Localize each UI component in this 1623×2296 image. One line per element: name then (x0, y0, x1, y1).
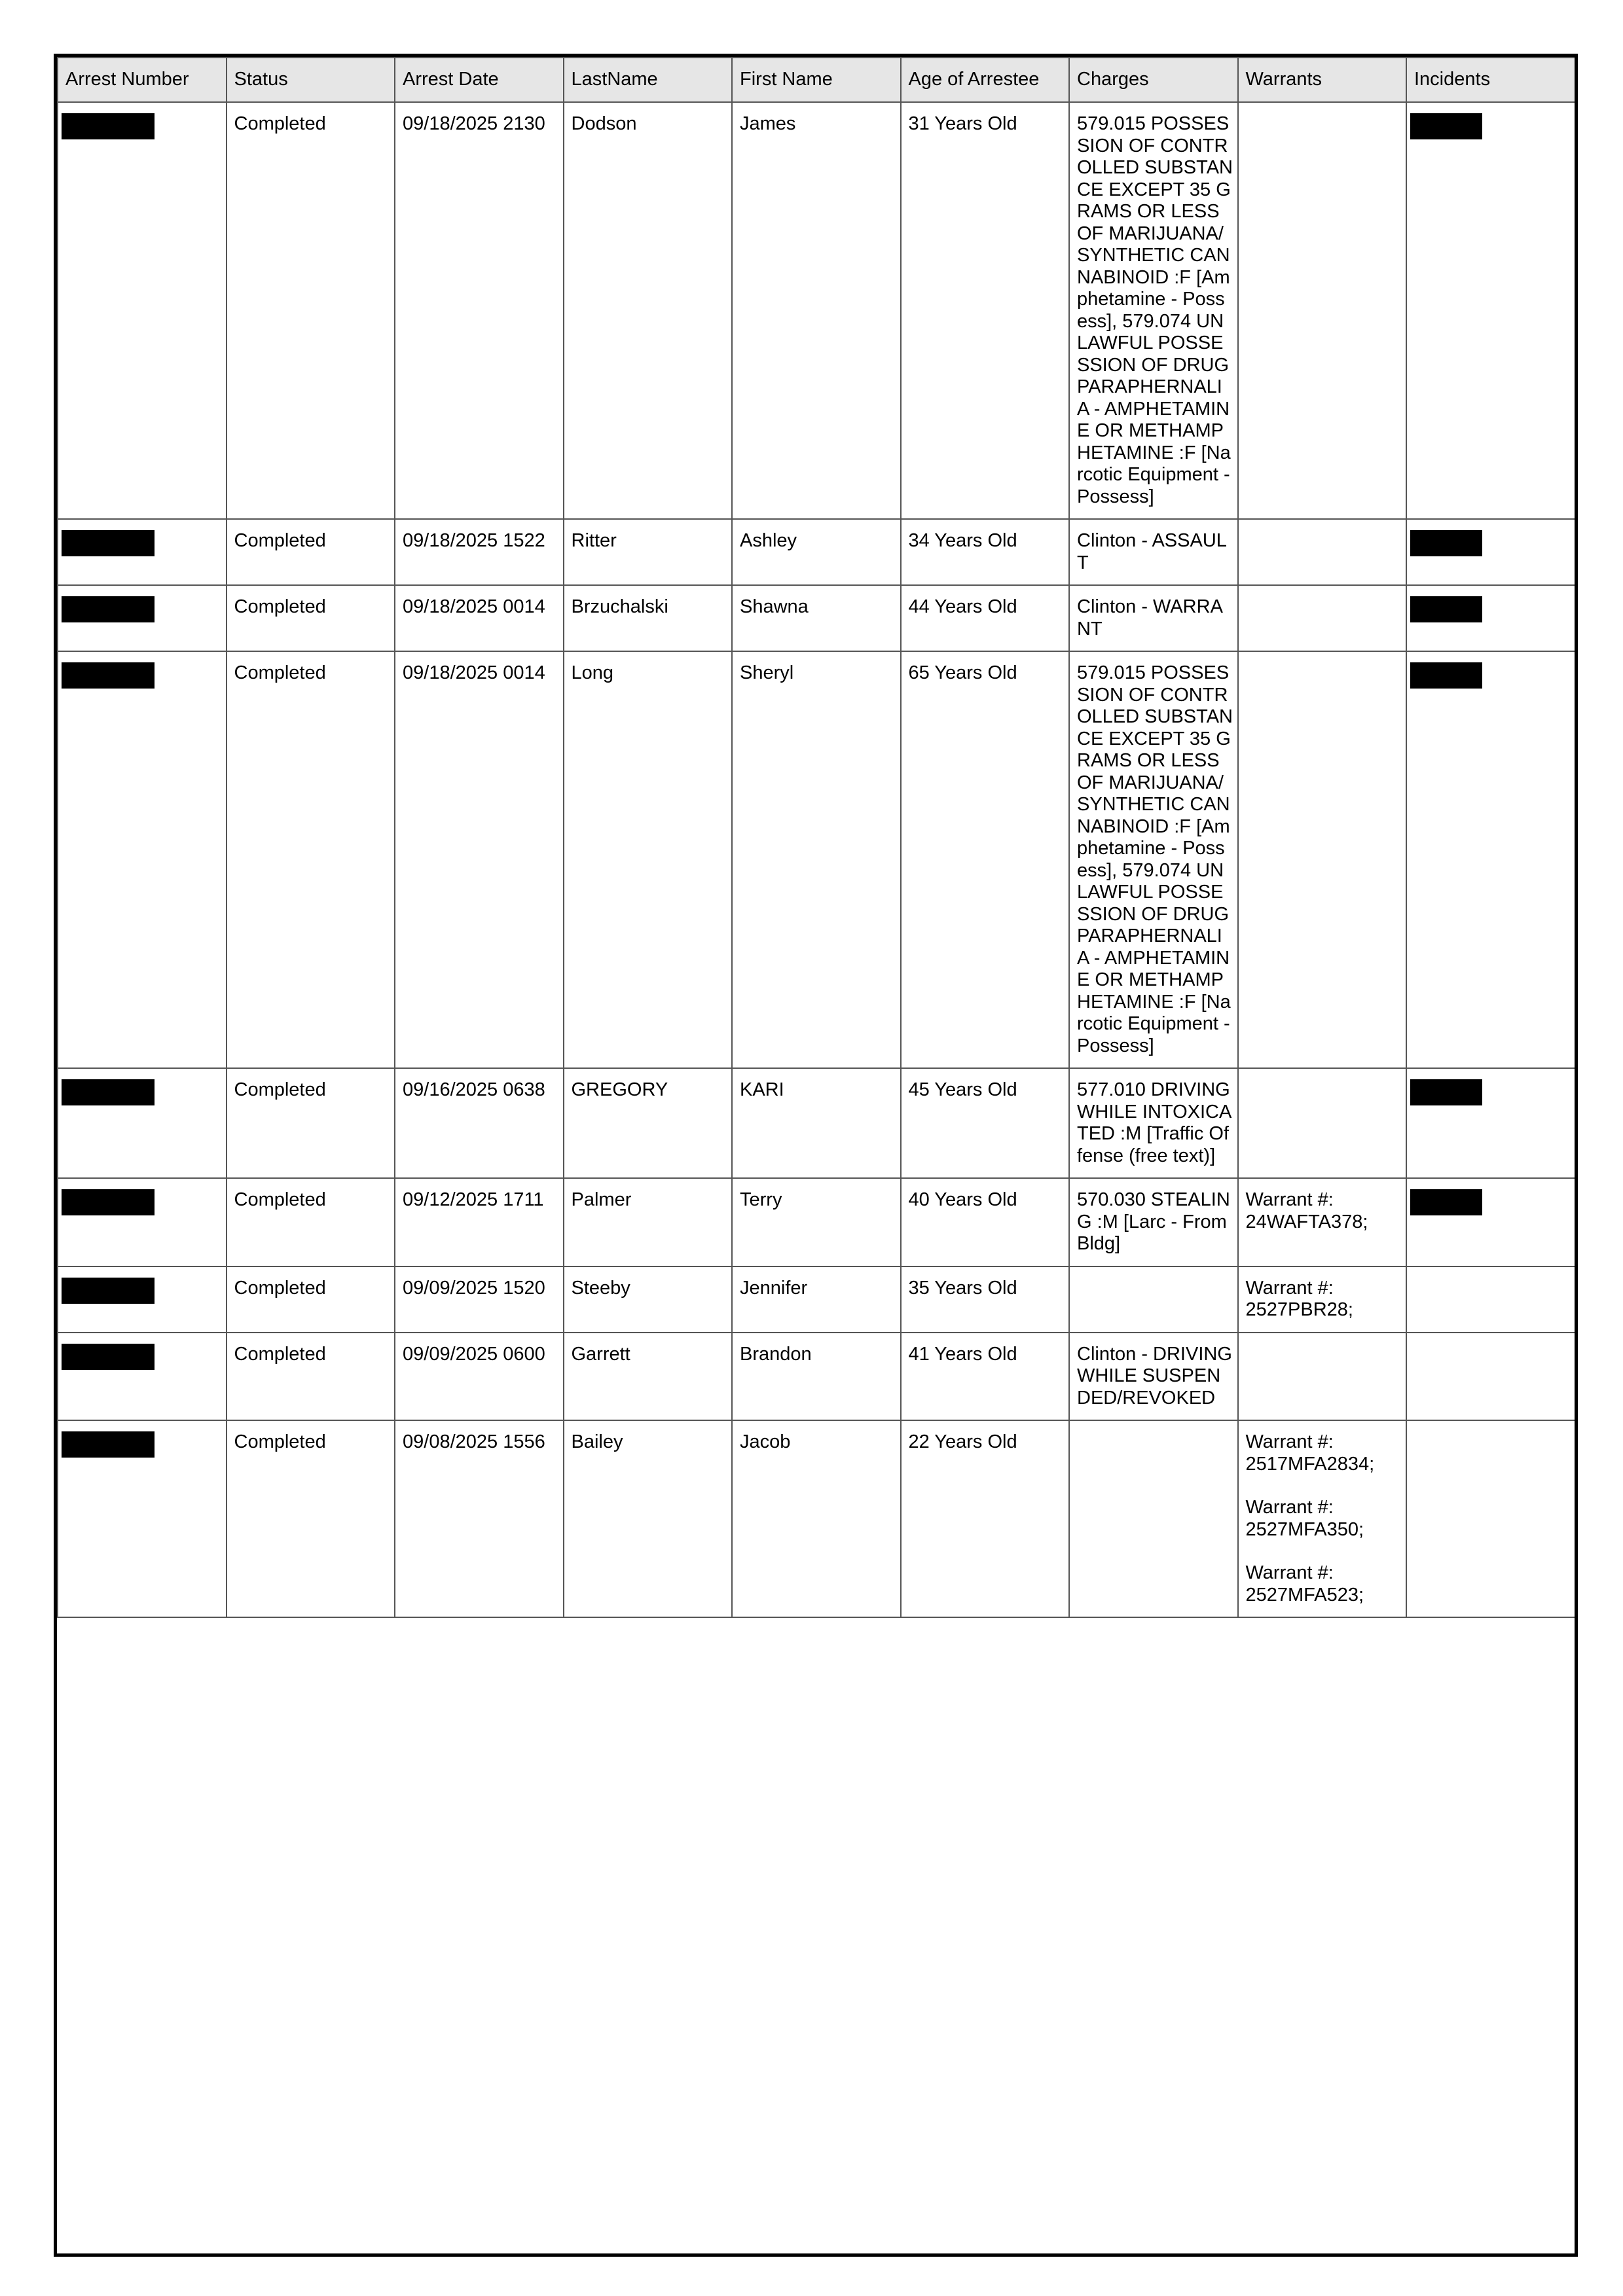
last-name-cell: Bailey (564, 1420, 733, 1617)
warrants-cell (1238, 519, 1407, 585)
status-cell: Completed (227, 585, 395, 651)
last-name-cell: Dodson (564, 102, 733, 519)
first-name-cell: Brandon (732, 1333, 901, 1421)
warrants-cell (1238, 651, 1407, 1068)
warrant-entry: Warrant #: 2527MFA350; (1245, 1497, 1364, 1540)
charges-cell: Clinton - DRIVING WHILE SUSPENDED/REVOKED (1069, 1333, 1238, 1421)
last-name-cell: Palmer (564, 1178, 733, 1266)
column-header-arrest-date: Arrest Date (395, 58, 564, 102)
arrest-number-cell (58, 1333, 227, 1421)
status-cell: Completed (227, 519, 395, 585)
warrants-cell (1238, 1178, 1407, 1266)
table-body (58, 102, 1575, 1617)
age-cell: 40 Years Old (901, 1178, 1070, 1266)
age-cell: 65 Years Old (901, 651, 1070, 1068)
arrest-report-sheet (54, 54, 1578, 2257)
last-name-cell: Brzuchalski (564, 585, 733, 651)
incident-cell (1406, 651, 1575, 1068)
arrest-date-cell: 09/18/2025 0014 (395, 585, 564, 651)
redaction-bar (1410, 596, 1482, 622)
incident-cell (1406, 1333, 1575, 1421)
warrants-cell (1238, 1333, 1407, 1421)
age-cell: 31 Years Old (901, 102, 1070, 519)
first-name-cell: Jennifer (732, 1266, 901, 1333)
warrants-cell (1238, 585, 1407, 651)
arrest-date-cell: 09/09/2025 0600 (395, 1333, 564, 1421)
arrest-number-cell (58, 1178, 227, 1266)
redaction-bar (62, 596, 155, 622)
table-row (58, 102, 1575, 519)
charges-cell: 579.015 POSSESSION OF CONTROLLED SUBSTANCE EXCEPT 35 GRAMS OR LESS OF MARIJUANA/SYNTHETIC CANNABINOID :F [Amphetamine - Possess], 579.074 UNLAWFUL POSSESSION OF DRUG PARAPHERNALIA - AMPHETAMINE OR METHAMPHETAMINE :F [Narcotic Equipment - Possess] (1069, 102, 1238, 519)
first-name-cell: James (732, 102, 901, 519)
incident-cell (1406, 102, 1575, 519)
last-name-cell: GREGORY (564, 1068, 733, 1178)
charges-cell: 579.015 POSSESSION OF CONTROLLED SUBSTANCE EXCEPT 35 GRAMS OR LESS OF MARIJUANA/SYNTHETIC CANNABINOID :F [Amphetamine - Possess], 579.074 UNLAWFUL POSSESSION OF DRUG PARAPHERNALIA - AMPHETAMINE OR METHAMPHETAMINE :F [Narcotic Equipment - Possess] (1069, 651, 1238, 1068)
arrest-date-cell: 09/16/2025 0638 (395, 1068, 564, 1178)
charges-cell: Clinton - WARRANT (1069, 585, 1238, 651)
charges-cell (1069, 1420, 1238, 1617)
first-name-cell: KARI (732, 1068, 901, 1178)
table-row (58, 1333, 1575, 1421)
redaction-bar (1410, 662, 1482, 689)
charges-cell: 570.030 STEALING :M [Larc - From Bldg] (1069, 1178, 1238, 1266)
warrant-entry: Warrant #: 24WAFTA378; (1245, 1189, 1368, 1232)
table-row (58, 1420, 1575, 1617)
first-name-cell: Ashley (732, 519, 901, 585)
table-row (58, 1068, 1575, 1178)
table-row (58, 585, 1575, 651)
redaction-bar (62, 530, 155, 556)
column-header-first-name: First Name (732, 58, 901, 102)
status-cell: Completed (227, 1420, 395, 1617)
redaction-bar (62, 1344, 155, 1370)
redaction-bar (62, 1079, 155, 1105)
status-cell: Completed (227, 1333, 395, 1421)
status-cell: Completed (227, 651, 395, 1068)
incident-cell (1406, 519, 1575, 585)
arrest-number-cell (58, 1266, 227, 1333)
redaction-bar (62, 1189, 155, 1215)
status-cell: Completed (227, 102, 395, 519)
charges-cell (1069, 1266, 1238, 1333)
table-row (58, 519, 1575, 585)
arrest-date-cell: 09/09/2025 1520 (395, 1266, 564, 1333)
column-header-status: Status (227, 58, 395, 102)
last-name-cell: Long (564, 651, 733, 1068)
redaction-bar (62, 662, 155, 689)
incident-cell (1406, 1266, 1575, 1333)
column-header-age: Age of Arrestee (901, 58, 1070, 102)
arrest-number-cell (58, 519, 227, 585)
arrest-table (57, 57, 1576, 1618)
first-name-cell: Terry (732, 1178, 901, 1266)
age-cell: 45 Years Old (901, 1068, 1070, 1178)
status-cell: Completed (227, 1266, 395, 1333)
redaction-bar (1410, 1079, 1482, 1105)
arrest-date-cell: 09/12/2025 1711 (395, 1178, 564, 1266)
age-cell: 35 Years Old (901, 1266, 1070, 1333)
column-header-warrants: Warrants (1238, 58, 1407, 102)
last-name-cell: Ritter (564, 519, 733, 585)
table-row (58, 1266, 1575, 1333)
redaction-bar (62, 1278, 155, 1304)
incident-cell (1406, 1178, 1575, 1266)
last-name-cell: Garrett (564, 1333, 733, 1421)
warrant-entry: Warrant #: 2517MFA2834; (1245, 1431, 1375, 1475)
incident-cell (1406, 1068, 1575, 1178)
warrants-cell (1238, 1266, 1407, 1333)
arrest-date-cell: 09/18/2025 0014 (395, 651, 564, 1068)
charges-cell: Clinton - ASSAULT (1069, 519, 1238, 585)
column-header-arrest-number: Arrest Number (58, 58, 227, 102)
status-cell: Completed (227, 1178, 395, 1266)
age-cell: 44 Years Old (901, 585, 1070, 651)
redaction-bar (1410, 1189, 1482, 1215)
first-name-cell: Sheryl (732, 651, 901, 1068)
warrant-entry: Warrant #: 2527MFA523; (1245, 1562, 1364, 1605)
arrest-date-cell: 09/18/2025 2130 (395, 102, 564, 519)
arrest-number-cell (58, 651, 227, 1068)
table-row (58, 651, 1575, 1068)
arrest-number-cell (58, 1420, 227, 1617)
age-cell: 34 Years Old (901, 519, 1070, 585)
column-header-last-name: LastName (564, 58, 733, 102)
warrants-cell (1238, 102, 1407, 519)
redaction-bar (62, 1431, 155, 1458)
table-header (58, 58, 1575, 102)
arrest-number-cell (58, 585, 227, 651)
incident-cell (1406, 585, 1575, 651)
redaction-bar (62, 113, 155, 139)
column-header-incidents: Incidents (1406, 58, 1575, 102)
status-cell: Completed (227, 1068, 395, 1178)
warrants-cell (1238, 1420, 1407, 1617)
last-name-cell: Steeby (564, 1266, 733, 1333)
column-header-charges: Charges (1069, 58, 1238, 102)
warrant-entry: Warrant #: 2527PBR28; (1245, 1277, 1353, 1320)
first-name-cell: Shawna (732, 585, 901, 651)
table-row (58, 1178, 1575, 1266)
arrest-number-cell (58, 102, 227, 519)
redaction-bar (1410, 113, 1482, 139)
age-cell: 22 Years Old (901, 1420, 1070, 1617)
charges-cell: 577.010 DRIVING WHILE INTOXICATED :M [Traffic Offense (free text)] (1069, 1068, 1238, 1178)
warrants-cell (1238, 1068, 1407, 1178)
header-row (58, 58, 1575, 102)
age-cell: 41 Years Old (901, 1333, 1070, 1421)
arrest-date-cell: 09/18/2025 1522 (395, 519, 564, 585)
arrest-number-cell (58, 1068, 227, 1178)
incident-cell (1406, 1420, 1575, 1617)
redaction-bar (1410, 530, 1482, 556)
arrest-date-cell: 09/08/2025 1556 (395, 1420, 564, 1617)
first-name-cell: Jacob (732, 1420, 901, 1617)
